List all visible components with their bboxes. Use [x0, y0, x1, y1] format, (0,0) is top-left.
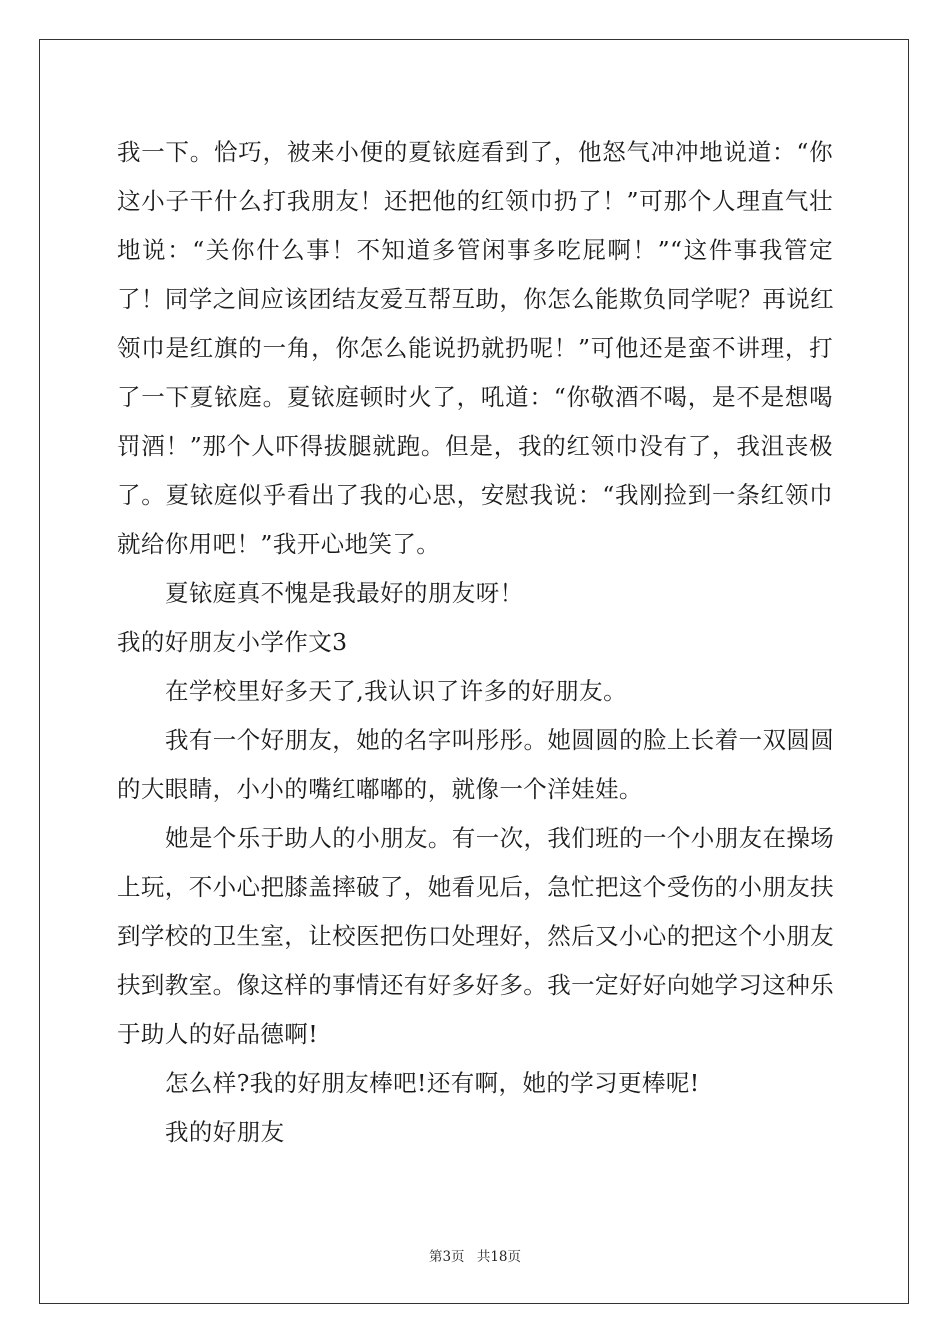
- text-line: 我一下。恰巧，被来小便的夏铱庭看到了，他怒气冲冲地说道：“你: [117, 138, 833, 166]
- text-line: 她是个乐于助人的小朋友。有一次，我们班的一个小朋友在操场: [165, 824, 835, 852]
- text-line: 就给你用吧！”我开心地笑了。: [117, 530, 441, 558]
- text-line: 上玩，不小心把膝盖摔破了，她看见后，急忙把这个受伤的小朋友扶: [117, 873, 834, 901]
- text-line: 这小子干什么打我朋友！还把他的红领巾扔了！”可那个人理直气壮: [117, 187, 833, 215]
- page-footer: [0, 1245, 950, 1265]
- text-line: 了。夏铱庭似乎看出了我的心思，安慰我说：“我刚捡到一条红领巾: [117, 481, 833, 509]
- text-line: 了一下夏铱庭。夏铱庭顿时火了，吼道：“你敬酒不喝，是不是想喝: [117, 383, 833, 411]
- text-line: 我的好朋友: [165, 1118, 285, 1146]
- text-line: 怎么样?我的好朋友棒吧!还有啊，她的学习更棒呢!: [165, 1069, 700, 1097]
- text-line: 的大眼睛，小小的嘴红嘟嘟的，就像一个洋娃娃。: [117, 775, 643, 803]
- text-line: 于助人的好品德啊!: [117, 1020, 319, 1048]
- text-line: 了！同学之间应该团结友爱互帮互助，你怎么能欺负同学呢？再说红: [117, 285, 834, 313]
- text-line: 罚酒！”那个人吓得拔腿就跑。但是，我的红领巾没有了，我沮丧极: [117, 432, 833, 460]
- text-line: 我的好朋友小学作文3: [117, 628, 348, 656]
- page-number: 第3页: [428, 1249, 465, 1265]
- text-line: 我有一个好朋友，她的名字叫彤彤。她圆圆的脸上长着一双圆圆: [165, 726, 835, 754]
- page-total: 共18页: [476, 1249, 522, 1265]
- text-line: 在学校里好多天了,我认识了许多的好朋友。: [165, 677, 627, 705]
- text-line: 地说：“关你什么事！不知道多管闲事多吃屁啊！”“这件事我管定: [117, 236, 833, 264]
- text-line: 领巾是红旗的一角，你怎么能说扔就扔呢！”可他还是蛮不讲理，打: [117, 334, 833, 362]
- text-line: 到学校的卫生室，让校医把伤口处理好，然后又小心的把这个小朋友: [117, 922, 834, 950]
- text-line: 夏铱庭真不愧是我最好的朋友呀！: [165, 579, 524, 607]
- document-body: [117, 128, 833, 1157]
- text-line: 扶到教室。像这样的事情还有好多好多。我一定好好向她学习这种乐: [117, 971, 834, 999]
